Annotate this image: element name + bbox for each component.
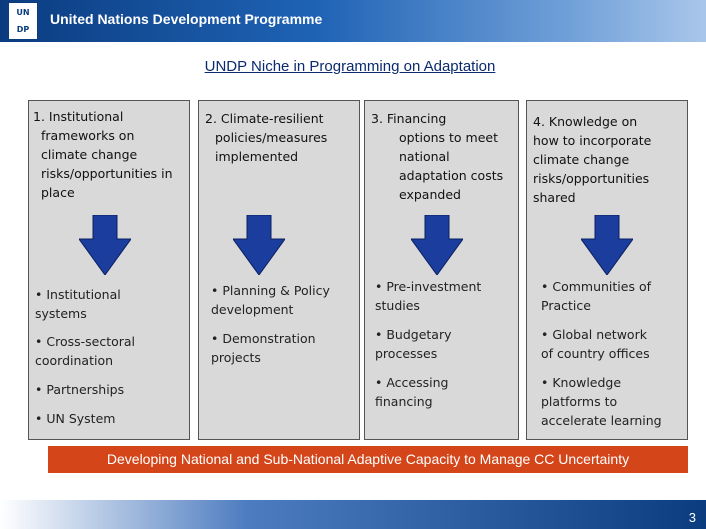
banner-text: Developing National and Sub-National Adaptive Capacity to Manage CC Uncertainty bbox=[106, 451, 630, 467]
column-title bbox=[205, 109, 357, 166]
logo-un-text: UN bbox=[16, 8, 30, 17]
title-line: risks/opportunities bbox=[533, 171, 650, 186]
title-line: climate change bbox=[41, 147, 138, 162]
list-item: • UN System bbox=[35, 411, 116, 426]
title-line: 1. Institutional bbox=[33, 109, 124, 124]
column-2 bbox=[198, 100, 360, 440]
list-item: • Partnerships bbox=[35, 382, 125, 397]
down-arrow-icon bbox=[79, 215, 131, 275]
title-line: place bbox=[41, 185, 75, 200]
list-item: • Demonstration projects bbox=[211, 331, 316, 365]
title-line: options to meet bbox=[399, 130, 498, 145]
page-number: 3 bbox=[688, 510, 696, 525]
column-1 bbox=[28, 100, 190, 440]
title-line: policies/measures bbox=[215, 130, 328, 145]
title-line: 4. Knowledge on bbox=[533, 114, 638, 129]
title-line: frameworks on bbox=[41, 128, 135, 143]
list-item: • Knowledge platforms to accelerate learning bbox=[541, 375, 662, 428]
title-line: adaptation costs bbox=[399, 168, 504, 183]
list-item: • Planning & Policy development bbox=[211, 283, 330, 317]
column-3 bbox=[364, 100, 519, 440]
column-title bbox=[33, 107, 187, 202]
column-title bbox=[371, 109, 516, 204]
title-line: implemented bbox=[215, 149, 299, 164]
title-line: climate change bbox=[533, 152, 630, 167]
title-line: how to incorporate bbox=[533, 133, 652, 148]
undp-logo bbox=[8, 2, 38, 40]
org-name: United Nations Development Programme bbox=[50, 11, 323, 27]
down-arrow-icon bbox=[581, 215, 633, 275]
column-4 bbox=[526, 100, 688, 440]
down-arrow-icon bbox=[233, 215, 285, 275]
list-item: • Communities of Practice bbox=[541, 279, 651, 313]
title-line: expanded bbox=[399, 187, 461, 202]
logo-dp-text: DP bbox=[16, 25, 30, 34]
title-line: 2. Climate-resilient bbox=[205, 111, 324, 126]
capacity-banner bbox=[48, 446, 688, 473]
title-line: 3. Financing bbox=[371, 111, 447, 126]
down-arrow-icon bbox=[411, 215, 463, 275]
column-title bbox=[533, 112, 685, 207]
header-bar bbox=[0, 0, 706, 42]
footer-bar bbox=[0, 500, 706, 529]
title-line: shared bbox=[533, 190, 576, 205]
list-item: • Global network of country offices bbox=[541, 327, 650, 361]
title-line: risks/opportunities in bbox=[41, 166, 173, 181]
list-item: • Budgetary processes bbox=[375, 327, 452, 361]
title-line: national bbox=[399, 149, 450, 164]
list-item: • Accessing financing bbox=[375, 375, 449, 409]
list-item: • Institutional systems bbox=[35, 287, 121, 321]
slide-title: UNDP Niche in Programming on Adaptation bbox=[204, 58, 496, 75]
list-item: • Pre-investment studies bbox=[375, 279, 482, 313]
list-item: • Cross-sectoral coordination bbox=[35, 334, 136, 368]
